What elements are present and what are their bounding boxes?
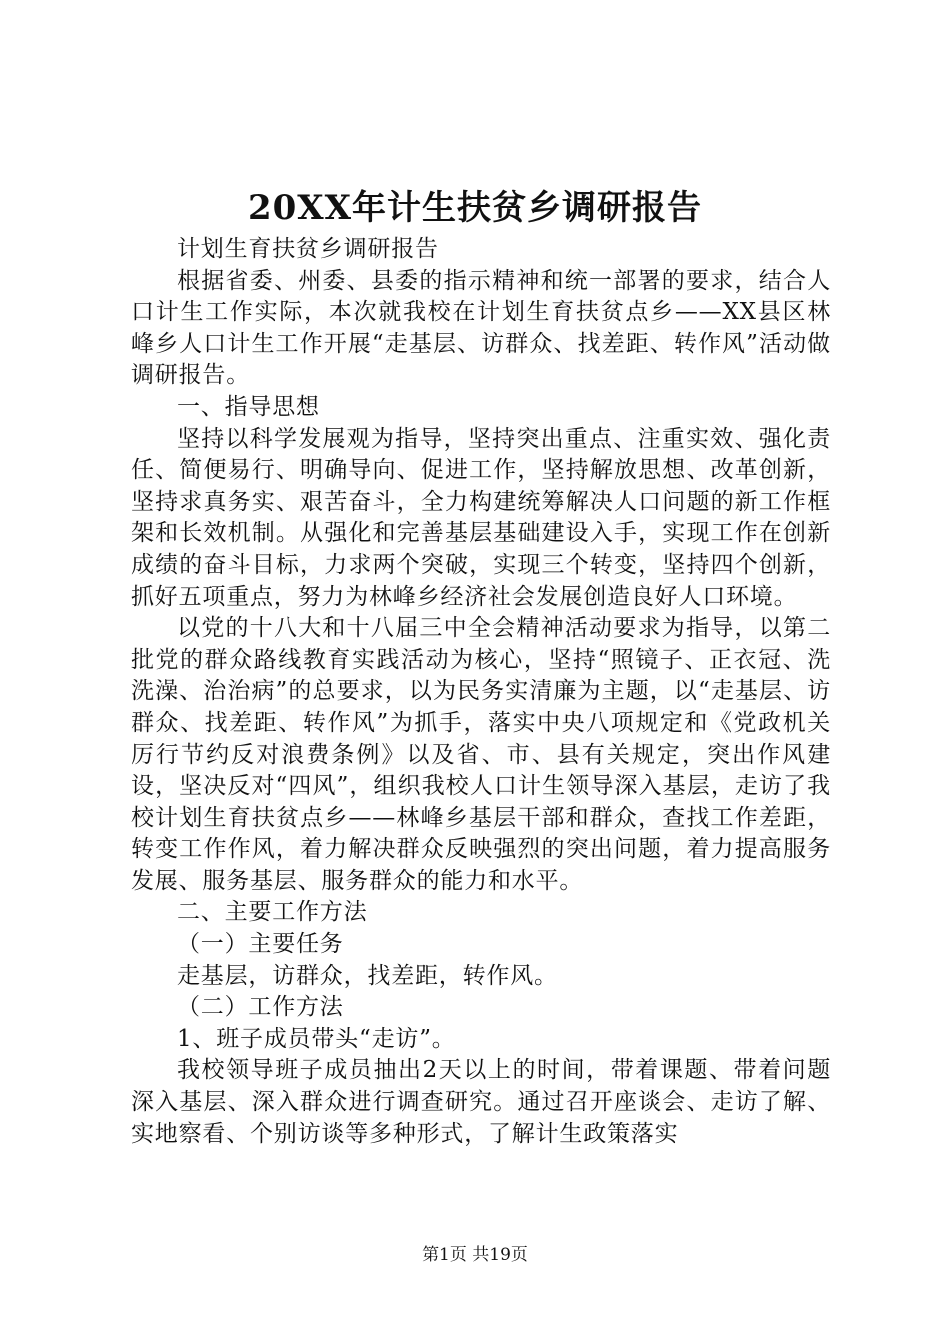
- method-item-1: 1、班子成员带头“走访”。: [177, 1025, 456, 1052]
- section-heading-work-methods: 二、主要工作方法: [177, 899, 368, 926]
- subsection-heading-methods: （二）工作方法: [177, 994, 344, 1021]
- intro-paragraph: 根据省委、州委、县委的指示精神和统一部署的要求，结合人口计生工作实际，本次就我校在计划生育扶贫点乡——XX县区林峰乡人口计生工作开展“走基层、访群众、找差距、转作风”活动做调研报告。: [131, 267, 831, 389]
- guiding-thought-paragraph: 坚持以科学发展观为指导，坚持突出重点、注重实效、强化责任、简便易行、明确导向、促进工作，坚持解放思想、改革创新，坚持求真务实、艰苦奋斗，全力构建统筹解决人口问题的新工作框架和长效机制。从强化和完善基层基础建设入手，实现工作在创新成绩的奋斗目标，力求两个突破，实现三个转变，坚持四个创新，抓好五项重点，努力为林峰乡经济社会发展创造良好人口环境。: [131, 425, 831, 610]
- main-tasks-paragraph: 走基层，访群众，找差距，转作风。: [177, 962, 558, 989]
- party-spirit-paragraph: 以党的十八大和十八届三中全会精神活动要求为指导，以第二批党的群众路线教育实践活动为核心，坚持“照镜子、正衣冠、洗洗澡、治治病”的总要求，以为民务实清廉为主题，以“走基层、访群众、找差距、转作风”为抓手，落实中央八项规定和《党政机关厉行节约反对浪费条例》以及省、市、县有关规定，突出作风建设，坚决反对“四风”，组织我校人口计生领导深入基层，走访了我校计划生育扶贫点乡——林峰乡基层干部和群众，查找工作差距，转变工作作风，着力解决群众反映强烈的突出问题，着力提高服务发展、服务基层、服务群众的能力和水平。: [131, 615, 831, 894]
- subtitle-paragraph: 计划生育扶贫乡调研报告: [177, 236, 439, 262]
- page-number-footer: 第1页 共19页: [422, 1245, 528, 1265]
- document-body: [131, 234, 831, 1150]
- document-title: 20XX年计生扶贫乡调研报告: [247, 188, 703, 228]
- subsection-heading-main-tasks: （一）主要任务: [177, 931, 344, 958]
- section-heading-guiding-thought: 一、指导思想: [177, 393, 320, 420]
- leadership-visit-paragraph: 我校领导班子成员抽出2天以上的时间，带着课题、带着问题深入基层、深入群众进行调查研究。通过召开座谈会、走访了解、实地察看、个别访谈等多种形式，了解计生政策落实: [131, 1057, 831, 1147]
